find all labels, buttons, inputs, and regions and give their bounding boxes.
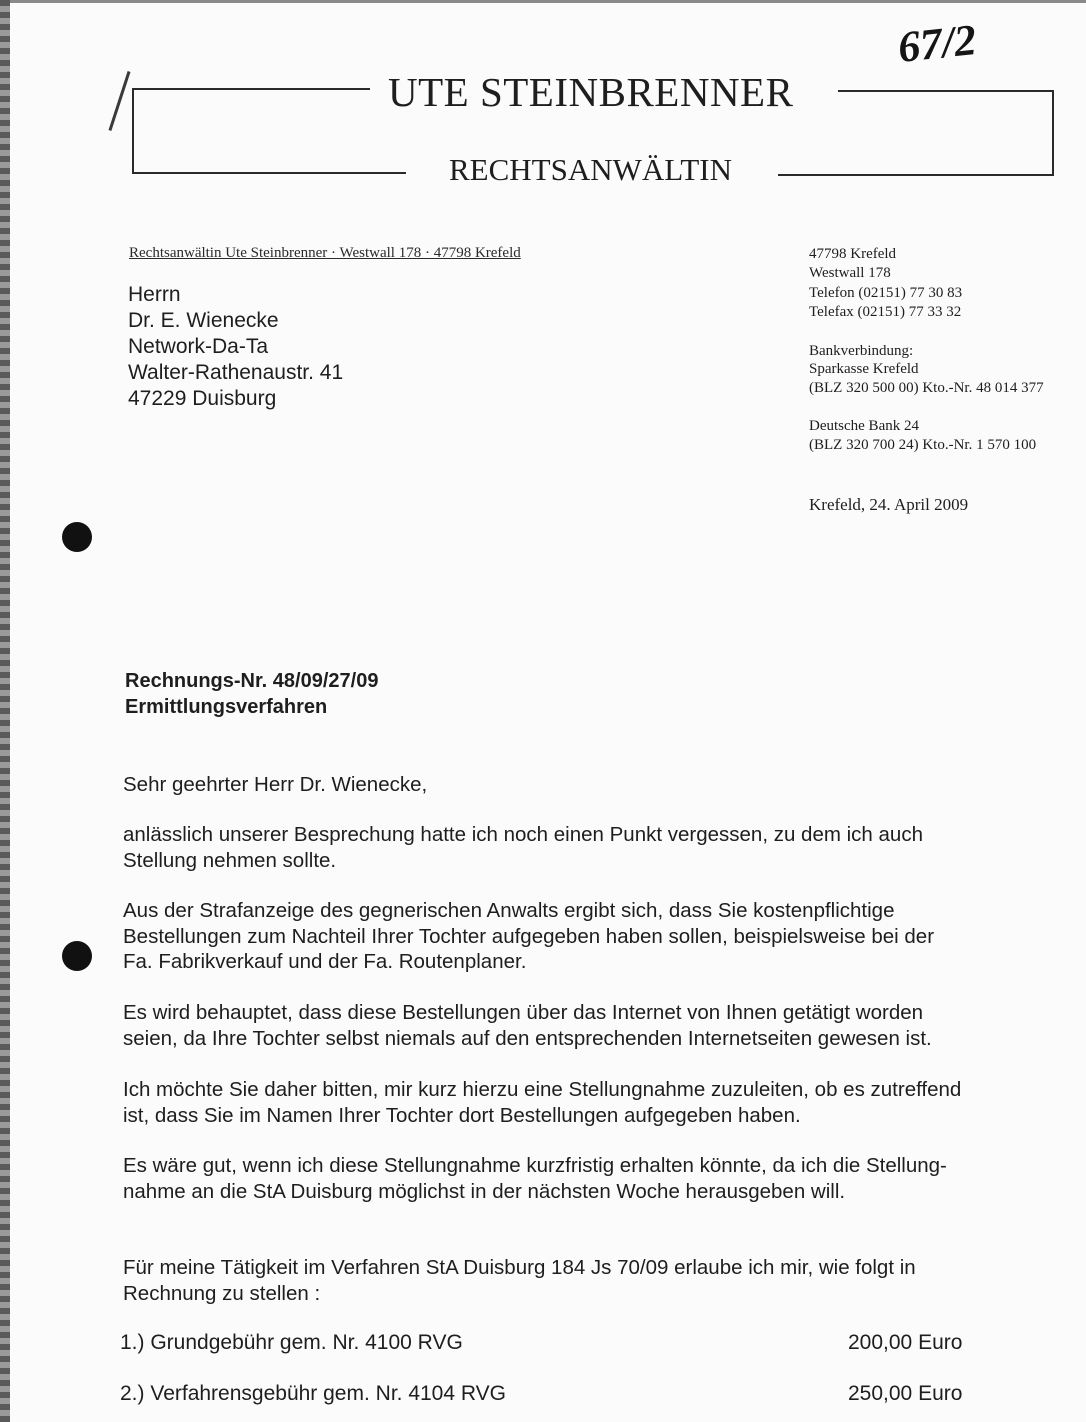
text-line: seien, da Ihre Tochter selbst niemals auf den entsprechenden Internetseiten gewesen ist. bbox=[123, 1026, 932, 1050]
text-line: Stellung nehmen sollte. bbox=[123, 848, 337, 872]
paragraph-5 bbox=[123, 1153, 1023, 1204]
letterhead-title: RECHTSANWÄLTIN bbox=[449, 152, 733, 187]
text-line: Es wird behauptet, dass diese Bestellungen über das Internet von Ihnen getätigt worden bbox=[123, 1001, 924, 1024]
frame-bottom-left bbox=[132, 172, 406, 174]
letter-date: Krefeld, 24. April 2009 bbox=[809, 495, 969, 514]
text-line: ist, dass Sie im Namen Ihrer Tochter dort Bestellungen aufgegeben haben. bbox=[123, 1103, 801, 1127]
handwritten-reference: 67/2 bbox=[895, 15, 979, 72]
frame-top-left bbox=[132, 88, 370, 90]
recipient-line: Dr. E. Wienecke bbox=[128, 309, 279, 332]
salutation-text: Sehr geehrter Herr Dr. Wienecke, bbox=[123, 773, 428, 796]
bank2-details: (BLZ 320 700 24) Kto.-Nr. 1 570 100 bbox=[809, 437, 1037, 453]
paragraph-6 bbox=[123, 1255, 1023, 1306]
paragraph-4 bbox=[123, 1077, 1023, 1128]
scan-edge-top bbox=[10, 0, 1086, 3]
text-line: Fa. Fabrikverkauf und der Fa. Routenplaner. bbox=[123, 950, 527, 973]
text-line: Ich möchte Sie daher bitten, mir kurz hierzu eine Stellungnahme zuzuleiten, ob es zutreffend bbox=[123, 1078, 962, 1101]
invoice-number: Rechnungs-Nr. 48/09/27/09 bbox=[125, 670, 379, 692]
fee-item-amount: 250,00 Euro bbox=[848, 1382, 963, 1405]
punch-hole bbox=[62, 522, 92, 552]
paragraph-3 bbox=[123, 1000, 1023, 1051]
contact-city: 47798 Krefeld bbox=[809, 246, 897, 262]
paragraph-2 bbox=[123, 898, 1023, 975]
recipient-line: Walter-Rathenaustr. 41 bbox=[128, 361, 344, 384]
fee-item-label: 1.) Grundgebühr gem. Nr. 4100 RVG bbox=[120, 1331, 463, 1354]
fee-item-label: 2.) Verfahrensgebühr gem. Nr. 4104 RVG bbox=[120, 1382, 506, 1405]
bank1-name: Sparkasse Krefeld bbox=[809, 361, 919, 377]
subject-title: Ermittlungsverfahren bbox=[125, 696, 328, 718]
recipient-line: Herrn bbox=[128, 283, 181, 306]
sender-return-address: Rechtsanwältin Ute Steinbrenner · Westwall 178 · 47798 Krefeld bbox=[129, 245, 521, 261]
paragraph-1 bbox=[123, 822, 1023, 873]
punch-hole bbox=[62, 941, 92, 971]
frame-top-right bbox=[838, 90, 1054, 92]
recipient-address bbox=[128, 282, 343, 412]
recipient-line: Network-Da-Ta bbox=[128, 335, 269, 358]
letterhead-name: UTE STEINBRENNER bbox=[388, 69, 794, 115]
recipient-line: 47229 Duisburg bbox=[128, 387, 277, 410]
contact-phone: Telefon (02151) 77 30 83 bbox=[809, 285, 963, 301]
frame-right bbox=[1052, 90, 1054, 176]
contact-street: Westwall 178 bbox=[809, 265, 891, 281]
fee-item bbox=[120, 1382, 980, 1406]
fee-item-amount: 200,00 Euro bbox=[848, 1331, 963, 1354]
frame-bottom-right bbox=[778, 174, 1054, 176]
fee-item bbox=[120, 1331, 980, 1355]
text-line: Es wäre gut, wenn ich diese Stellungnahme kurzfristig erhalten könnte, da ich die Stellung- bbox=[123, 1154, 947, 1177]
text-line: anlässlich unserer Besprechung hatte ich noch einen Punkt vergessen, zu dem ich auch bbox=[123, 823, 923, 846]
bank2-name: Deutsche Bank 24 bbox=[809, 418, 919, 434]
subject-block bbox=[125, 668, 378, 720]
text-line: nahme an die StA Duisburg möglichst in der nächsten Woche herausgeben will. bbox=[123, 1179, 846, 1203]
handwritten-mark bbox=[108, 71, 130, 131]
frame-left bbox=[132, 88, 134, 174]
text-line: Rechnung zu stellen : bbox=[123, 1281, 321, 1305]
salutation bbox=[123, 772, 1023, 798]
scan-edge-left bbox=[0, 0, 10, 1422]
text-line: Für meine Tätigkeit im Verfahren StA Duisburg 184 Js 70/09 erlaube ich mir, wie folgt in bbox=[123, 1256, 916, 1279]
bank1-details: (BLZ 320 500 00) Kto.-Nr. 48 014 377 bbox=[809, 380, 1044, 396]
bank-heading: Bankverbindung: bbox=[809, 343, 914, 359]
contact-fax: Telefax (02151) 77 33 32 bbox=[809, 304, 962, 320]
text-line: Bestellungen zum Nachteil Ihrer Tochter aufgegeben haben sollen, beispielsweise bei der bbox=[123, 924, 935, 948]
text-line: Aus der Strafanzeige des gegnerischen Anwalts ergibt sich, dass Sie kostenpflichtige bbox=[123, 899, 895, 922]
